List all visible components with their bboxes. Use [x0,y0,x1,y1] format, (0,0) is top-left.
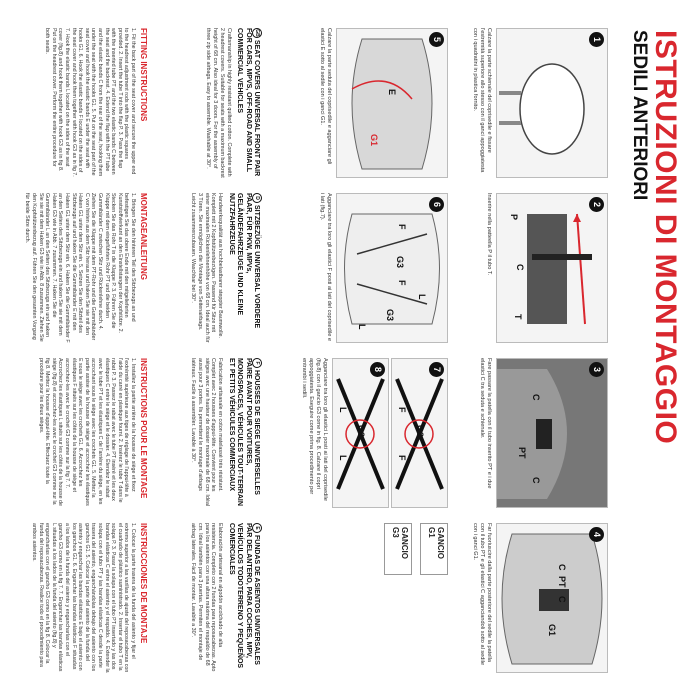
step-7-8 [300,358,448,506]
step-4 [471,523,608,671]
gancio-g3 [384,523,412,575]
label-c: C [557,596,567,603]
label-c: C [557,564,567,571]
label-l: L [338,455,348,461]
headrest-icon [497,29,607,177]
flag-icon: E [252,523,262,533]
label-pt: PT [557,576,567,588]
section-text: Fabrication artisanale en coton matelassé très résistant. Complet avec 2 housses d'appui-tête. Convient pour les sièges avec une hauteur de dossier maximale de 68 cm. Idéal aussi pour 3 portes. Ils permettent le montage d'airbags latéraux. Facile à assembler. Lavable à 30°. [189,358,224,507]
step-number: 6 [429,197,444,212]
label-g3: G3 [415,425,425,438]
gancio-code: G1 [427,527,436,538]
step-number: 7 [429,362,444,377]
label-c: C [531,477,541,484]
instructions-text: 1. Fit the back part of the seat cover and secure the upper end to the headrest adjustment rods with the plastic squares provided. 2. Insert the tube T into the flap P. 3. Pass the flap with the inserted tube PT and the two elastic bands C between the seat and the backrest. 4. Extend the flap with the PT tube and the elastic bands C from the rear of the seat, hooking them under the seat with the hooks G1. 5. Put on the seat part of the seat cover and hook the elastic bands E under the seat with hooks G1. 6. Hook the elastic bands F located on the sides of the seat cover and hook them together with hook G3 as in fig 7. 7. Hook the elastic bands L located on the sides of the seat cover (fig.8) and hook them together with hook G3 as in fig 8. Put on the headrest cover. Perform the entire procedure for both seats. [44,28,136,177]
step-number: 1 [589,32,604,47]
step-caption: Agganciare tra loro gli elastici F posti ai lati del coprisedile e i lati (fig.7). [319,193,332,341]
section-f [189,358,262,508]
label-c: C [531,394,541,401]
instructions-text: 1. Bringen Sie den hinteren Teil des Sitzbezugs an und befestigen Sie das obere Ende mit den mitgelieferten Kunststoffvierkant an den Einstellstangen der Kopfstütze. 2. Stecken Sie das Rohr T in die Klappe P. 3. Führen Sie die Klappe mit dem eingeführten Rohr PT und die beiden Gummibänder C zwischen Sitz und Rückenlehne durch. 4. Ziehen Sie die Klappe mit dem PT-Rohr und die Gummibänder C von hinten aus dem Sitz heraus und haken Sie sie mit den Haken G1 unter dem Sitz ein. 5. Setzen Sie den Sitzteil des Sitzbezugs auf und haken Sie die Gummibänder E mit den Haken G1 unter dem Sitz ein. 6. Haken Sie die Gummibänder F an den Seiten des Sitzbezugs ein und haken Sie sie mit dem Haken G3 wie in Abb. 7 zusammen. 7. Haken Sie die Gummibänder L an den Seiten des Sitzbezugs ein und haken Sie sie mit dem Haken G3 wie in Abb. 8 zusammen. Ziehen Sie den Kopfstützenbezug auf. Führen Sie den gesamten Vorgang für beide Sitze durch. [24,193,136,343]
label-l: L [417,294,427,300]
step-5 [318,28,448,176]
step-caption: Calzare la parte seduta del coprisedile e agganciare gli elastici E sotto al sedile con i ganci G1. [319,28,332,165]
instructions-en [44,28,148,178]
seat-rear-icon [497,524,607,672]
section-text: Elaboración artesanal en algodón acolchado de alta resistencia. Completo con 2 fundas para reposacabezas. Apto para los asientos con una altura máxima del respaldo de 68 cm. Ideal también para 3 puertas. Permiten el montaje de airbag laterales. Fácil de montar. Lavable a 30°. [189,523,224,672]
step-3 [478,358,608,506]
gancio-name: GANCIO [400,527,409,559]
label-f: F [397,280,407,286]
label-g3: G3 [356,425,366,438]
instructions-es [31,523,149,673]
label-g1: G1 [547,624,557,637]
label-pt: PT [517,447,527,459]
page-title: ISTRUZIONI DI MONTAGGIO [649,30,682,445]
step-6-illustration [336,193,448,343]
step-number: 5 [429,32,444,47]
label-g1: G1 [369,134,379,147]
step-caption: Agganciare tra loro gli elastici L posti ai lati del coprisedile (fig.8) con il gancio G3 come in fig. 8. Calzare il copri appoggiatesta. Eseguire come prima procedimento per entrambi i sedili. [301,358,328,501]
instructions-de [24,193,148,343]
instructions-title: FITTING INSTRUCTIONS [139,28,148,122]
label-l: L [357,324,367,330]
step-1 [471,28,608,176]
gancio-name: GANCIO [436,527,445,559]
label-l: L [338,407,348,413]
step-7-illustration [391,358,448,508]
seat-gap-icon [497,359,607,507]
section-d [189,193,262,343]
step-caption: Inserire nella patteella P il tubo T. [486,193,492,276]
instructions-fr [37,358,148,508]
label-f: F [397,455,407,461]
flag-icon: D [252,193,262,203]
instructions-text: 1. Installez la partie arrière de la housse de siège et fixez l'extrémité supérieure aux tiges de réglage de l'appui-tête à l'aide du carré en plastique fourni. 2. Insérez le tube T dans le rabat P. 3. Passez le rabat avec le tube PT inséré et les deux élastiques C entre le siège et le dossier. 4. Étendez le rabat avec le tube PT et les élastiques C de l'arrière du siège, en les accrochant sous le siège avec les crochets G1. 5. Mettez la partie assise de la housse de siège et accrochez les élastiques E sous le siège avec les crochets G1. 6. Accrochez les élastiques F situés sur les côtés de la housse de siège et accrochez-les avec le crochet G3 comme sur la fig 7. 7. Accrochez les élastiques L situés sur les côtés de la housse de siège (fig.8) et accrochez-les avec le crochet G3 comme sur la fig 8. Mettez la housse d'appui-tête. Effectuez toute la procédure pour les deux sièges. [37,358,136,506]
step-2 [485,193,608,341]
label-g3: G3 [395,256,405,269]
label-f: F [397,224,407,230]
step-2-illustration [496,193,608,343]
label-c: C [515,264,525,271]
section-e [189,523,262,673]
step-4-illustration [496,523,608,673]
step-3-illustration [496,358,608,508]
step-number: 2 [589,197,604,212]
section-gb [204,28,262,178]
instructions-title: MONTAGEANLEITUNG [139,193,148,280]
section-title: DSITZBEZÜGE UNIVERSAL VORDERE PAAR, FÜR PKW, MPVs, GELÄNDEFAHRZEUGE UND KLEINE NUTZFAHRZEUGE [227,193,261,329]
label-g3: G3 [385,309,395,322]
section-title: EFUNDAS DE ASIENTOS UNIVERSALES PAR DELANTERO, PARA COCHES, MPV, VEHÍCULOS TODOTERRENO Y PEQUEÑOS COMERCIALES [227,523,261,669]
page-subtitle: SEDILI ANTERIORI [629,30,650,201]
step-8-illustration [332,358,389,508]
step-number: 3 [589,362,604,377]
label-t: T [513,314,523,320]
flag-icon: F [252,358,262,368]
step-caption: Fare passare la patella con il tubo inserito PT e i due elastici C tra seduta e schienale. [479,358,492,489]
step-5-illustration [336,28,448,178]
section-title: GBSEAT COVERS UNIVERSAL FRONT PAIR FOR CARS, MPVS, OFF-ROAD AND SMALL COMMERCIAL VEHICLES [236,28,261,177]
seat-cushion-icon [337,29,447,177]
step-number: 4 [589,527,604,542]
gancio-legend [384,523,448,671]
gancio-g1 [420,523,448,575]
instructions-title: INSTRUCTIONS POUR LE MONTAGE [139,358,148,499]
label-p: P [509,214,519,221]
section-title: FHOUSSES DE SIEGE UNIVERSELLES PAIRE AVANT POUR VOITURES, MONOSPACES, VÉHICULES TOUT-TERRAIN ET PETITS VÉHICULES COMMERCIAUX [227,358,261,506]
section-text: Handwerksqualität aus hochbelastbarer steppter Baumwolle. Komplett mit 2 Kopfstützenbezügen. Passend für Sitze mit einer maximalen Rückenlehnenhöhe von 68 cm. Ideal auch für 3 Türen. Sie ermöglichen die Montage von Seitenairbags. Leicht zusammenzubauen. Waschbar bei 30°. [189,193,224,343]
flag-icon: GB [254,29,260,37]
section-text: Craftsmanship in highly resistant quilted cotton. Complete with 2 headrest covers. Suitable for seats with a maximum backrest height of 68 cm. Also ideal for 3 doors. For the assembly of three zip side airbags. Easy to assemble. Washable at 30°. [205,28,232,178]
label-f: F [397,407,407,413]
step-1-illustration [496,28,608,178]
step-caption: Calzare la parte schienale del coprisedile e fissare l'estremità superiore allo stesso con il ganci appoggiatesta con i quadratini in plastica fornito. [472,28,492,173]
step-6 [318,193,448,341]
step-number: 8 [370,362,385,377]
instructions-text: 1. Colocar la parte trasera de la funda del asiento y fijar el extremo superior a las varillas de ajuste del reposacabezas con el cuadrado de plástico suministrado. 2. Insertar el tubo T en la solapa P. 3. Pasar la solapa con el tubo PT insertado y las dos bandas elásticas C entre el asiento y el respaldo. 4. Extender la solapa con el tubo PT y las bandas elásticas C desde la parte trasera del asiento, enganchándolas debajo del asiento con los ganchos G1. 5. Colocar la parte del asiento de la funda del asiento y enganchar las bandas elásticas E bajo el asiento con los ganchos G1. 6. Enganchar las bandas elásticas F situadas a los lados de la funda del asiento y engancharlas con el gancho G3 como en la fig 7. 7. Enganchar las bandas elásticas L situadas a los lados de la funda del asiento (fig.8) y engancharlas con el gancho G3 como en la fig 8. Colocar la funda del reposacabezas. Realice todo el procedimiento para ambos asientos. [31,523,136,673]
label-e: E [387,89,397,96]
step-caption: Far fuoriuscire dalla parte posteriore del sedile la patella con il tubo PT e gli elastici C agganciandoli sotto al sedile con i ganci G1. [472,523,492,665]
instructions-title: INSTRUCCIONES DE MONTAJE [139,523,148,644]
gancio-code: G3 [391,527,400,538]
